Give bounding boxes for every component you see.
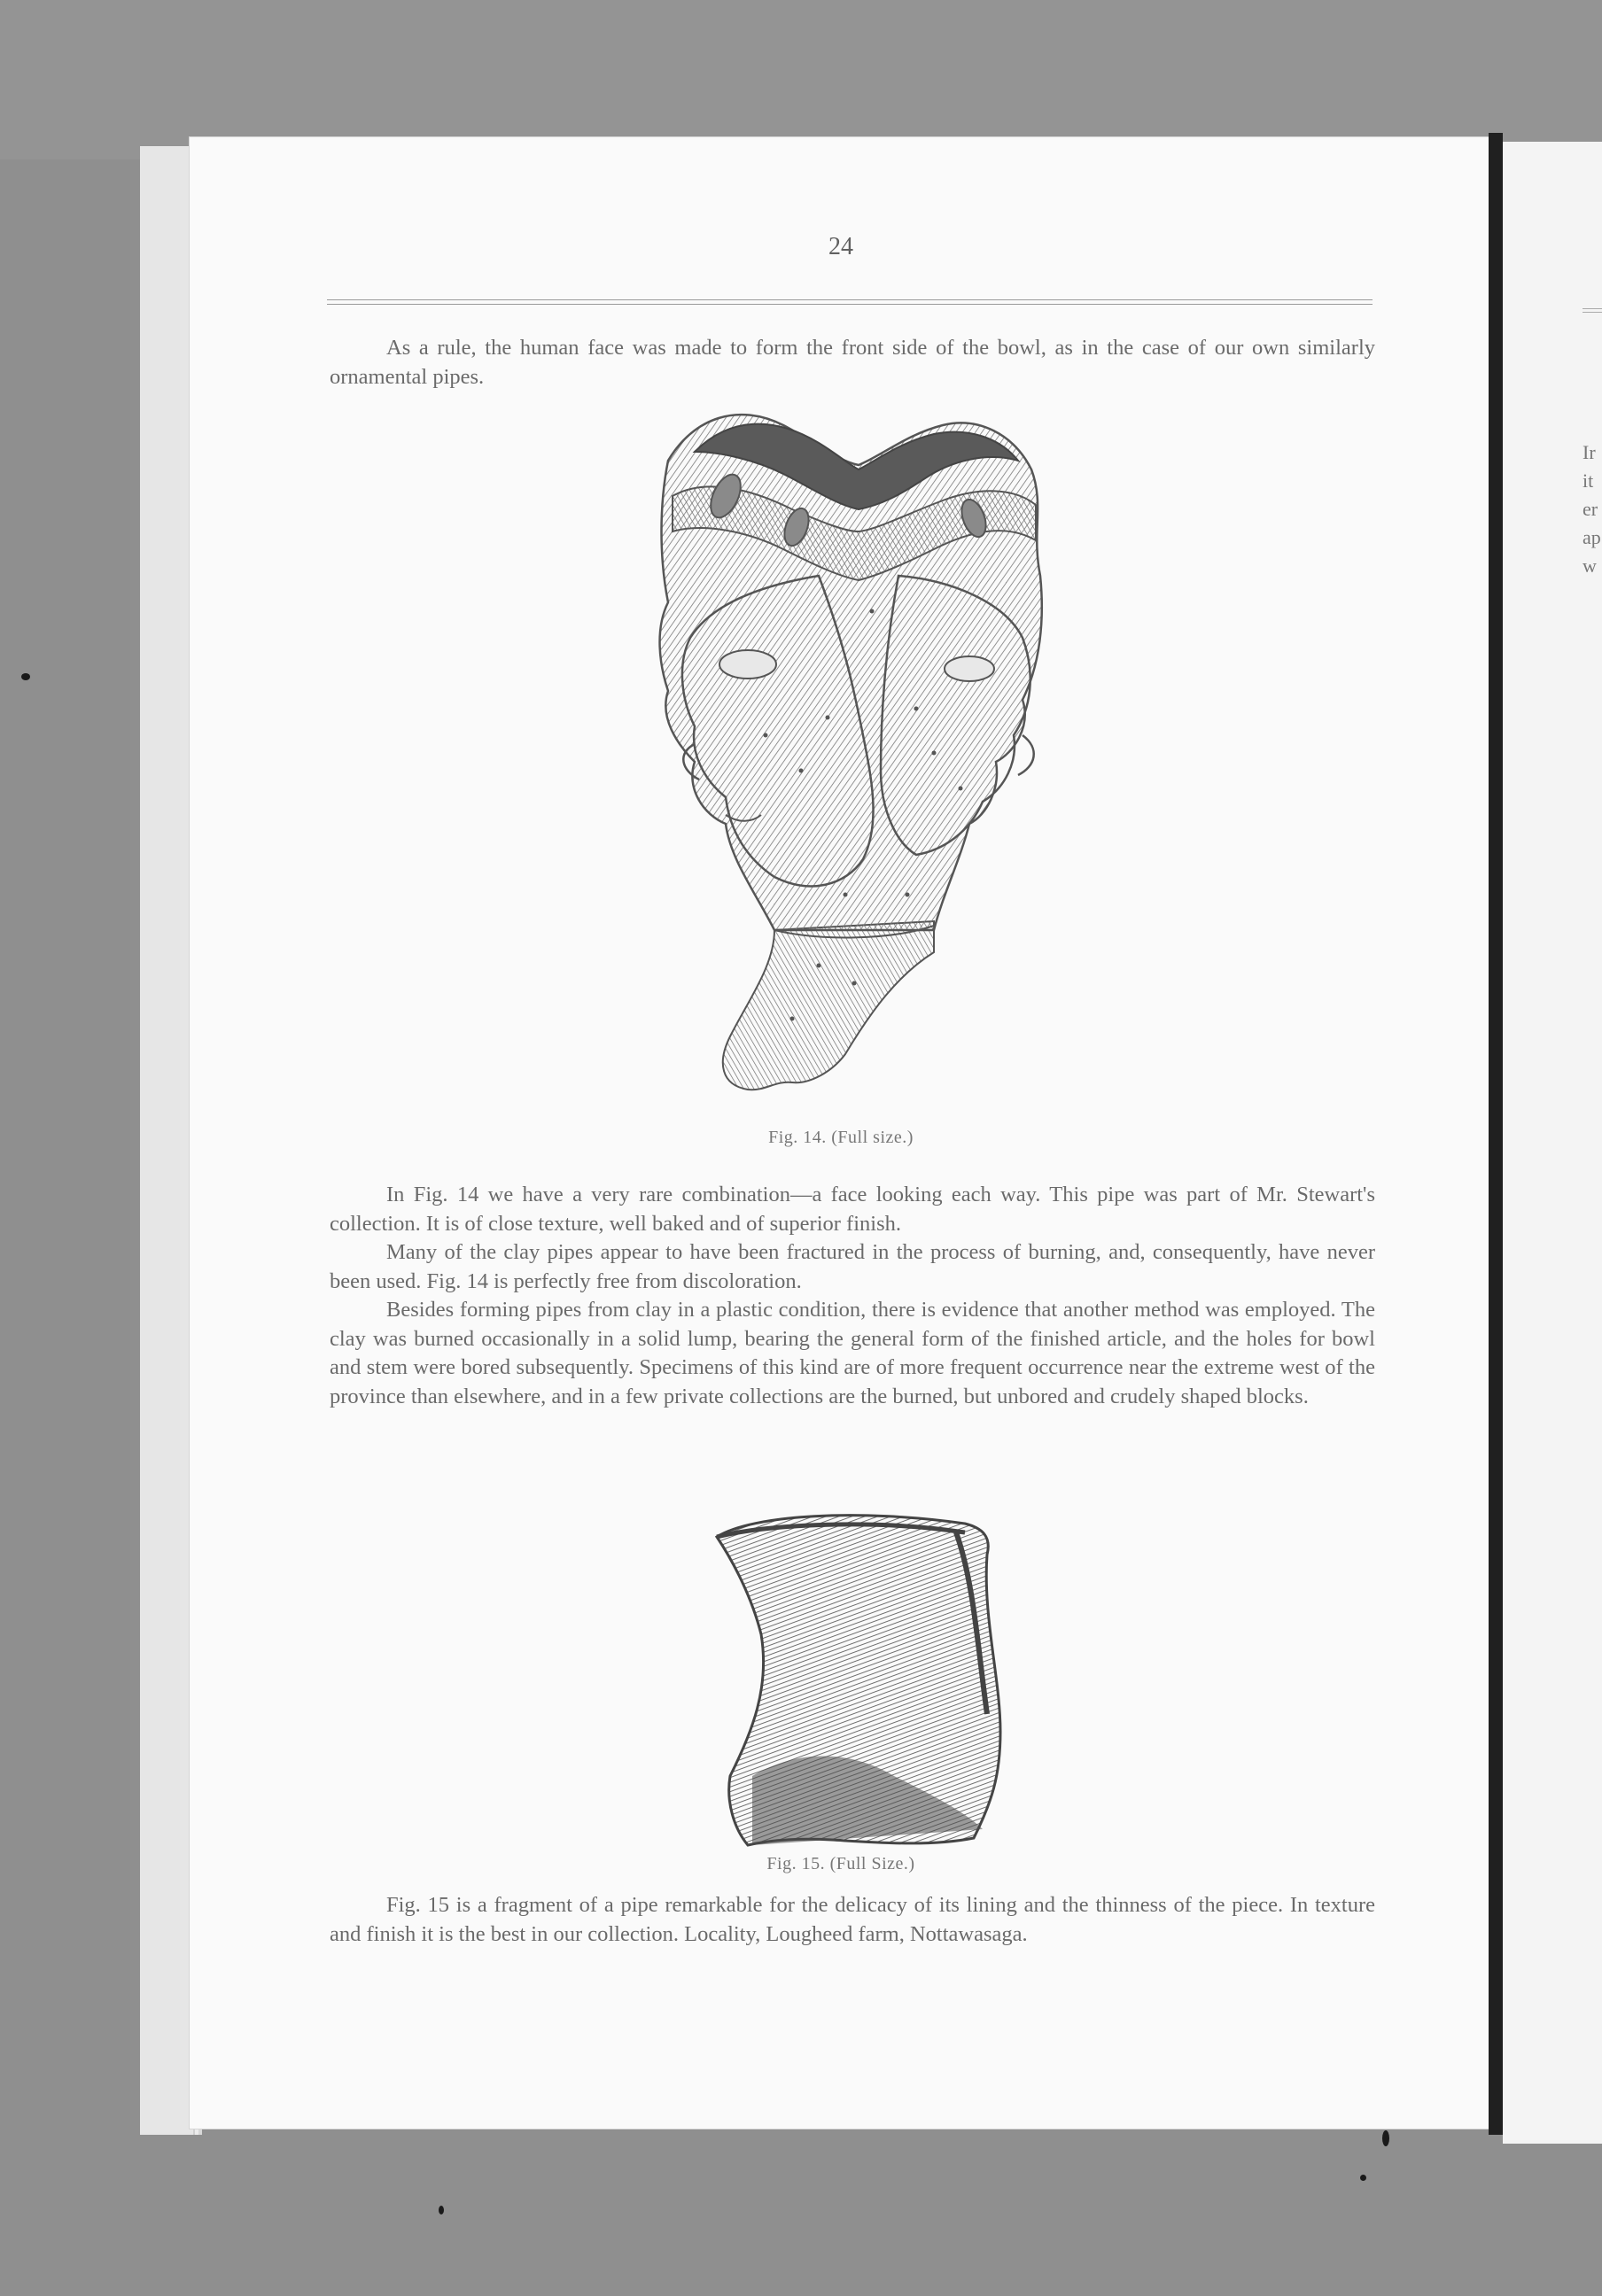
next-page-rule — [1583, 308, 1602, 313]
paragraph-1: In Fig. 14 we have a very rare combination—a face looking each way. This pipe was part of Mr. Stewart's collection. It is of close texture, well baked and of superior finish. — [330, 1183, 1375, 1236]
fig15-caption: Fig. 15. (Full Size.) — [766, 1854, 915, 1873]
next-page-fragment: ap — [1583, 526, 1601, 548]
dust-speck — [1360, 2175, 1366, 2181]
page-stack-edge — [140, 146, 193, 2135]
body-paragraphs — [330, 1181, 1375, 1411]
next-page-fragment: er — [1583, 498, 1598, 520]
page-number: 24 — [828, 233, 853, 260]
book-gutter — [1489, 133, 1503, 2135]
next-page-fragment: w — [1583, 555, 1597, 577]
next-page-fragment: Ir — [1583, 441, 1596, 463]
paragraph-2: Many of the clay pipes appear to have been fractured in the process of burning, and, consequently, have never been used. Fig. 14 is perfectly free from discoloration. — [330, 1240, 1375, 1293]
closing-paragraph — [330, 1891, 1375, 1949]
fig14-caption: Fig. 14. (Full size.) — [768, 1128, 914, 1147]
closing-text: Fig. 15 is a fragment of a pipe remarkable for the delicacy of its lining and the thinness of the piece. In texture and finish it is the best in our collection. Locality, Lougheed farm, Nottawasaga. — [330, 1893, 1375, 1946]
header-rule — [327, 299, 1373, 305]
fig15-fragment-illustration — [699, 1510, 1018, 1856]
book-page — [190, 137, 1492, 2129]
intro-paragraph — [330, 334, 1375, 392]
dust-speck — [1382, 2130, 1389, 2146]
paragraph-3: Besides forming pipes from clay in a plastic condition, there is evidence that another method was employed. The clay was burned occasionally in a solid lump, bearing the general form of the finished article, and the holes for bowl and stem were bored subsequently. Specimens of this kind are of more frequent occurrence near the extreme west of the province than elsewhere, and in a few private collections are the burned, but unbored and crudely shaped blocks. — [330, 1298, 1375, 1408]
next-page-edge — [1503, 142, 1602, 2144]
fig14-pipe-illustration — [642, 399, 1093, 1107]
scan-background — [0, 0, 1602, 159]
next-page-fragment: it — [1583, 469, 1594, 492]
dust-speck — [21, 673, 30, 680]
intro-text: As a rule, the human face was made to form the front side of the bowl, as in the case of our own similarly ornamental pipes. — [330, 336, 1375, 389]
dust-speck — [439, 2206, 444, 2215]
